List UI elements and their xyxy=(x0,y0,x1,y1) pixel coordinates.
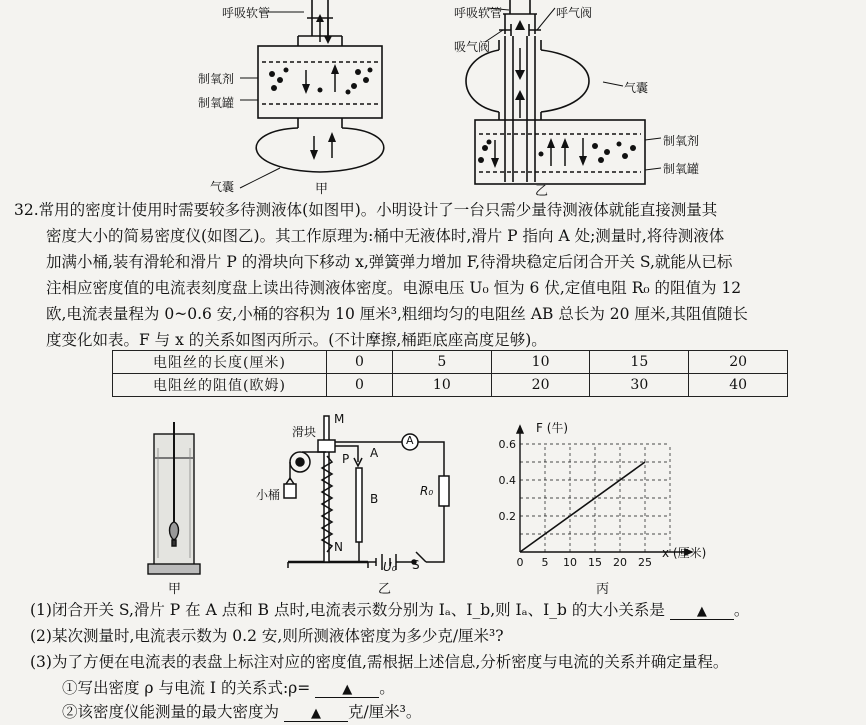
yi-can-label: 制氧罐 xyxy=(663,162,700,176)
table-cell: 20 xyxy=(689,351,788,374)
jia-bottom-caption: 甲 xyxy=(168,582,182,597)
table-cell: 5 xyxy=(392,351,491,374)
question-3: (3)为了方便在电流表的表盘上标注对应的密度值,需根据上述信息,分析密度与电流的关系并确定量程。 xyxy=(30,653,729,671)
switch-s-label: S xyxy=(412,558,420,572)
chart-x-tick-label: 5 xyxy=(541,556,549,569)
table-cell: 10 xyxy=(392,374,491,397)
blank-mark: ▲ xyxy=(342,682,353,697)
problem-line-2: 密度大小的简易密度仪(如图乙)。其工作原理为:桶中无液体时,滑片 P 指向 A 处;测量时,将待测液体 xyxy=(46,227,725,245)
problem-statement xyxy=(14,197,852,353)
jia-bag-label: 气囊 xyxy=(210,180,235,194)
problem-line-1: 常用的密度计使用时需要较多待测液体(如图甲)。小明设计了一台只需少量待测液体就能直接测量其 xyxy=(38,201,718,219)
chart-x-tick-label: 0 xyxy=(516,556,524,569)
resistance-table xyxy=(112,350,788,397)
problem-line-3: 加满小桶,装有滑轮和滑片 P 的滑块向下移动 x,弹簧弹力增加 F,待滑块稳定后闭合开关 S,就能从已标 xyxy=(46,253,733,271)
problem-line-6: 度变化如表。F 与 x 的关系如图丙所示。(不计摩擦,桶距底座高度足够)。 xyxy=(46,331,547,349)
jia-top-caption: 甲 xyxy=(315,182,329,197)
chart-x-tick-label: 25 xyxy=(638,556,652,569)
question-3b-unit: 克/厘米³。 xyxy=(347,703,422,721)
force-displacement-chart xyxy=(490,418,720,578)
table-cell: 15 xyxy=(590,351,689,374)
point-p-label: P xyxy=(342,452,350,466)
table-row xyxy=(113,351,788,374)
u0-label: U₀ xyxy=(383,560,397,574)
table-cell: 30 xyxy=(590,374,689,397)
table-row-label: 电阻丝的阻值(欧姆) xyxy=(113,374,327,397)
chart-x-tick-label: 15 xyxy=(588,556,602,569)
yi-top-caption: 乙 xyxy=(535,184,549,199)
table-cell: 20 xyxy=(491,374,590,397)
chart-ylabel: F (牛) xyxy=(536,421,569,435)
hydrometer-cylinder-figure xyxy=(140,418,210,578)
point-b-label: B xyxy=(370,492,379,506)
table-cell: 10 xyxy=(491,351,590,374)
question-3b-blank xyxy=(284,703,348,722)
bing-caption: 丙 xyxy=(596,582,610,597)
table-cell: 0 xyxy=(327,374,393,397)
chart-y-tick-label: 0.2 xyxy=(498,510,516,523)
question-3b-text: ②该密度仪能测量的最大密度为 xyxy=(62,703,280,721)
yi-agent-label: 制氧剂 xyxy=(663,134,700,148)
question-3a-text: ①写出密度 ρ 与电流 I 的关系式:ρ= xyxy=(62,679,311,697)
point-m-label: M xyxy=(334,412,345,426)
problem-number: 32. xyxy=(14,201,39,219)
jia-can-label: 制氧罐 xyxy=(198,96,235,110)
table-row xyxy=(113,374,788,397)
chart-xlabel: x (厘米) xyxy=(662,546,707,560)
chart-series-line xyxy=(520,462,645,552)
problem-line-5: 欧,电流表量程为 0~0.6 安,小桶的容积为 10 厘米³,粗细均匀的电阻丝 AB 总长为 20 厘米,其阻值随长 xyxy=(46,305,748,323)
yi-bottom-caption: 乙 xyxy=(378,582,392,597)
top-figure-yi xyxy=(455,0,695,195)
table-cell: 0 xyxy=(327,351,393,374)
question-1 xyxy=(30,598,749,620)
jia-agent-label: 制氧剂 xyxy=(198,72,235,86)
r0-label: R₀ xyxy=(420,484,434,498)
point-n-label: N xyxy=(334,540,343,554)
question-3a xyxy=(62,676,395,698)
yi-outlet-label: 呼气阀 xyxy=(556,6,593,20)
blank-mark: ▲ xyxy=(310,706,321,721)
question-3a-end: 。 xyxy=(379,679,395,697)
jia-hose-label: 呼吸软管 xyxy=(222,6,271,20)
problem-line-4: 注相应密度值的电流表刻度盘上读出待测液体密度。电源电压 U₀ 恒为 6 伏,定值电阻 R₀ 的阻值为 12 xyxy=(46,279,742,297)
table-cell: 40 xyxy=(689,374,788,397)
table-row-label: 电阻丝的长度(厘米) xyxy=(113,351,327,374)
chart-x-tick-label: 10 xyxy=(563,556,577,569)
point-a-label: A xyxy=(370,446,379,460)
chart-x-tick-label: 20 xyxy=(613,556,627,569)
yi-hose-label: 呼吸软管 xyxy=(454,6,503,20)
yi-bag-label: 气囊 xyxy=(624,81,649,95)
yi-inlet-label: 吸气阀 xyxy=(454,40,491,54)
bucket-label: 小桶 xyxy=(256,488,281,502)
question-1-end: 。 xyxy=(733,601,750,619)
ammeter-symbol: A xyxy=(406,434,414,447)
chart-y-arrow xyxy=(517,426,523,433)
chart-y-tick-label: 0.6 xyxy=(498,438,516,451)
question-1-blank xyxy=(670,601,734,620)
slider-label: 滑块 xyxy=(292,425,317,439)
question-2: (2)某次测量时,电流表示数为 0.2 安,则所测液体密度为多少克/厘米³? xyxy=(30,627,504,645)
question-3b xyxy=(62,700,421,722)
question-3a-blank xyxy=(315,679,379,698)
question-1-text: (1)闭合开关 S,滑片 P 在 A 点和 B 点时,电流表示数分别为 Iₐ、I_b,则 Iₐ、I_b 的大小关系是 xyxy=(30,601,665,619)
chart-y-tick-label: 0.4 xyxy=(498,474,516,487)
blank-mark: ▲ xyxy=(696,604,707,619)
